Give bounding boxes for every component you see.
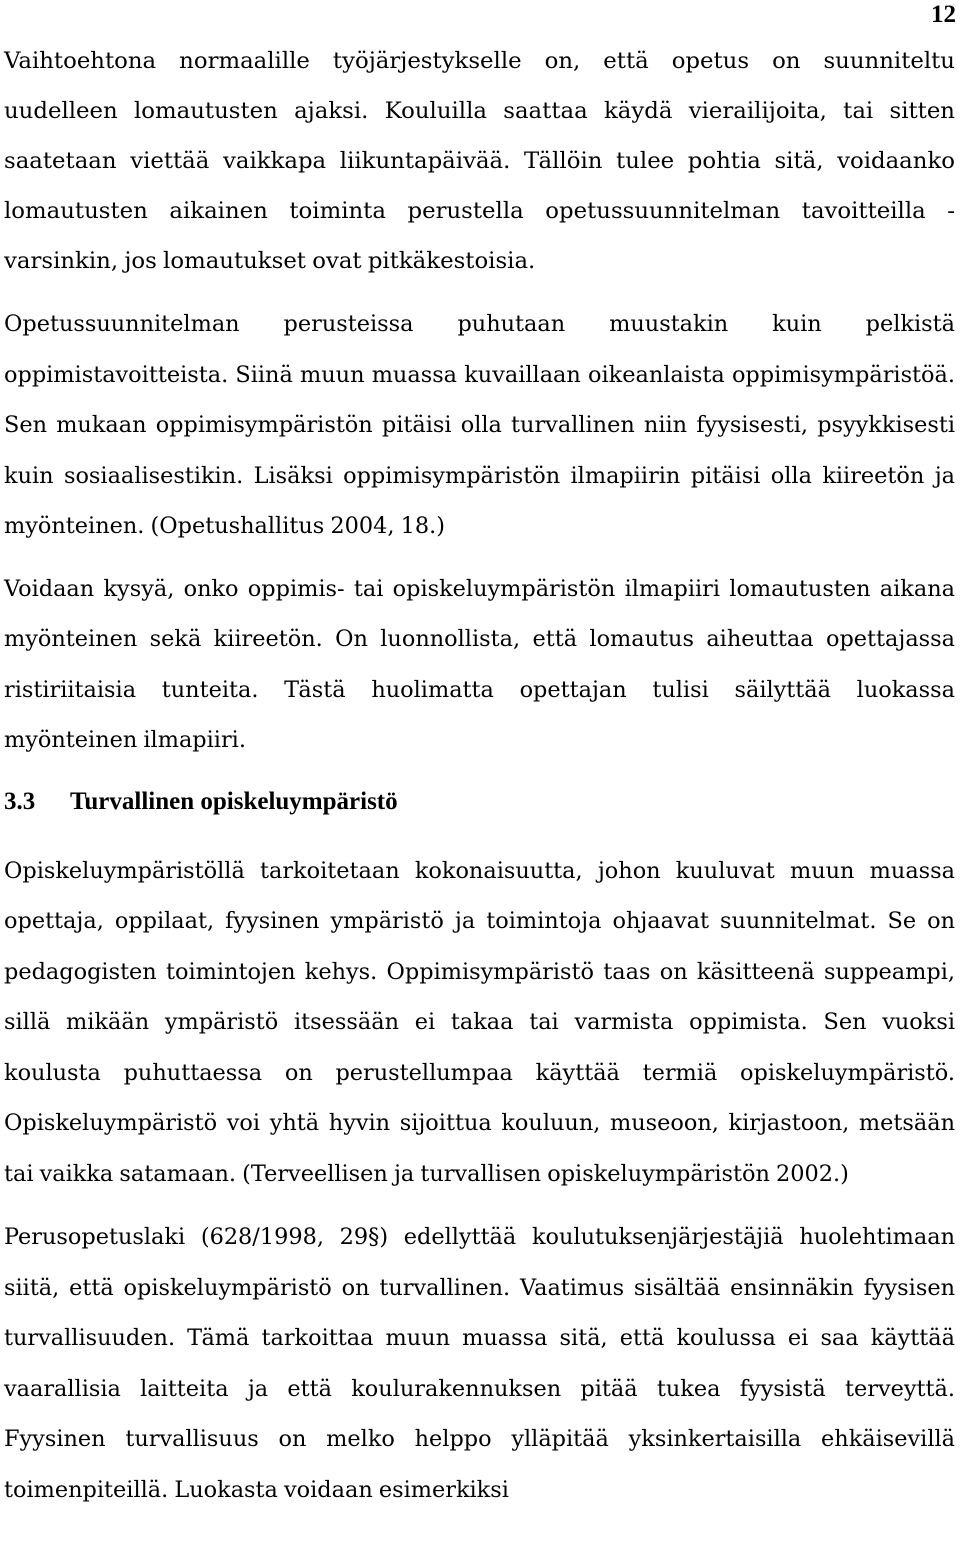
paragraph-lomautus-opetus: Vaihtoehtona normaalille työjärjestykselle on, että opetus on suunniteltu uudelleen lomautusten ajaksi. Kouluilla saattaa käydä vierailijoita, tai sitten saatetaan viettää vaikkapa liikuntapäivää. Tällöin tulee pohtia sitä, voidaanko lomautusten aikainen toiminta perustella opetussuunnitelman tavoitteilla - varsinkin, jos lomautukset ovat pitkäkestoisia. — [4, 48, 955, 274]
document-body — [4, 36, 955, 1515]
paragraph-ilmapiiri: Voidaan kysyä, onko oppimis- tai opiskeluympäristön ilmapiiri lomautusten aikana myönteinen sekä kiireetön. On luonnollista, että lomautus aiheuttaa opettajassa ristiriitaisia tunteita. Tästä huolimatta opettajan tulisi säilyttää luokassa myönteinen ilmapiiri. — [4, 575, 955, 753]
page-number: 12 — [931, 1, 956, 28]
section-title: Turvallinen opiskeluympäristö — [70, 787, 398, 815]
paragraph-opiskeluymparisto: Opiskeluympäristöllä tarkoitetaan kokonaisuutta, johon kuuluvat muun muassa opettaja, oppilaat, fyysinen ympäristö ja toimintoja ohjaavat suunnitelmat. Se on pedagogisten toimintojen kehys. Oppimisympäristö taas on käsitteenä suppeampi, sillä mikään ympäristö itsessään ei takaa tai varmista oppimista. Sen vuoksi koulusta puhuttaessa on perustellumpaa käyttää termiä opiskeluympäristö. Opiskeluympäristö voi yhtä hyvin sijoittua kouluun, museoon, kirjastoon, metsään tai vaikka satamaan. (Terveellisen ja turvallisen opiskeluympäristön 2002.) — [4, 857, 955, 1187]
paragraph-perusopetuslaki: Perusopetuslaki (628/1998, 29§) edellyttää koulutuksenjärjestäjiä huolehtimaan siitä, että opiskeluympäristö on turvallinen. Vaatimus sisältää ensinnäkin fyysisen turvallisuuden. Tämä tarkoittaa muun muassa sitä, että koulussa ei saa käyttää vaarallisia laitteita ja että koulurakennuksen pitää tukea fyysistä terveyttä. Fyysinen turvallisuus on melko helppo ylläpitää yksinkertaisilla ehkäisevillä toimenpiteillä. Luokasta voidaan esimerkiksi — [4, 1224, 955, 1503]
paragraph-opetussuunnitelma: Opetussuunnitelman perusteissa puhutaan muustakin kuin pelkistä oppimistavoitteista. Siinä muun muassa kuvaillaan oikeanlaista oppimisympäristöä. Sen mukaan oppimisympäristön pitäisi olla turvallinen niin fyysisesti, psyykkisesti kuin sosiaalisestikin. Lisäksi oppimisympäristön ilmapiirin pitäisi olla kiireetön ja myönteinen. (Opetushallitus 2004, 18.) — [4, 311, 955, 539]
section-number: 3.3 — [4, 787, 36, 815]
section-heading — [4, 780, 955, 824]
